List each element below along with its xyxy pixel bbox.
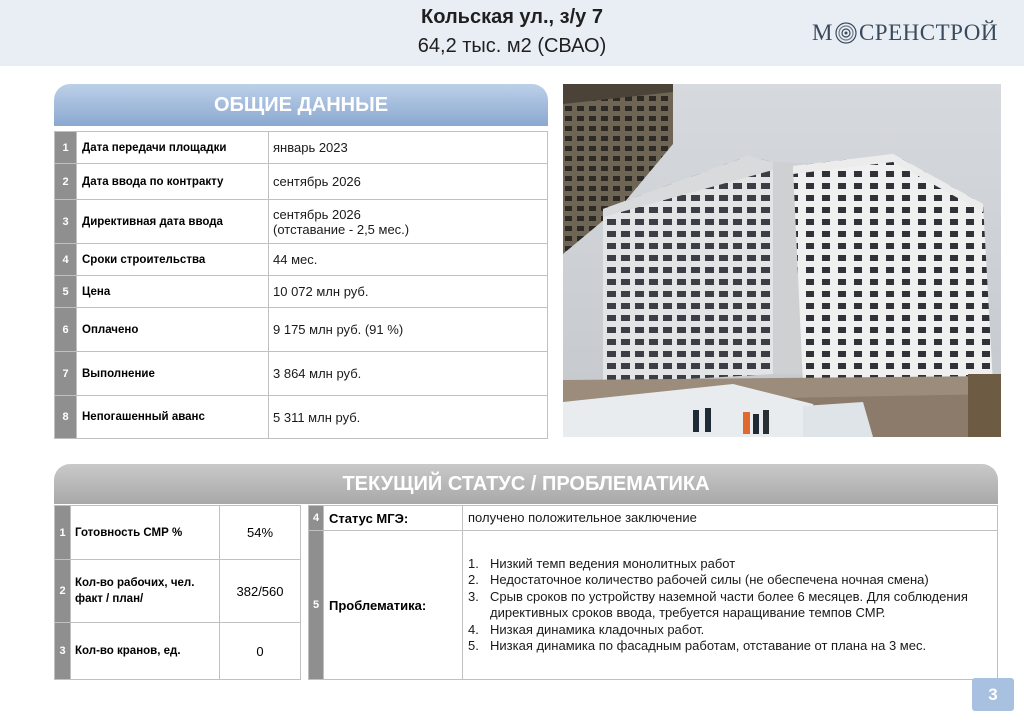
logo-spiral-icon xyxy=(834,21,858,45)
row-number: 5 xyxy=(55,276,77,308)
row-label: Непогашенный аванс xyxy=(77,396,269,439)
row-label: Дата ввода по контракту xyxy=(77,164,269,200)
row-number: 1 xyxy=(55,506,71,560)
list-item-number: 4. xyxy=(468,621,479,637)
table-row xyxy=(55,276,548,308)
table-row xyxy=(55,164,548,200)
row-value xyxy=(269,200,548,244)
row-label: Проблематика: xyxy=(324,531,463,680)
row-value: январь 2023 xyxy=(269,132,548,164)
list-item-text: Низкая динамика по фасадным работам, отставание от плана на 3 мес. xyxy=(490,638,927,653)
table-row xyxy=(55,560,301,623)
row-value: получено положительное заключение xyxy=(463,506,998,531)
row-value: 382/560 xyxy=(220,560,301,623)
row-value: 44 мес. xyxy=(269,244,548,276)
table-row xyxy=(55,506,301,560)
row-number: 7 xyxy=(55,352,77,396)
row-label: Кол-во рабочих, чел. факт / план/ xyxy=(71,560,220,623)
row-value: 10 072 млн руб. xyxy=(269,276,548,308)
list-item xyxy=(468,638,992,655)
row-value: 0 xyxy=(220,623,301,680)
company-logo xyxy=(812,17,1012,49)
table-row xyxy=(55,396,548,439)
building-photo xyxy=(563,84,1001,437)
list-item xyxy=(468,572,992,589)
list-item-number: 1. xyxy=(468,555,479,571)
table-row xyxy=(309,506,998,531)
list-item-number: 5. xyxy=(468,638,479,653)
problems-list-cell xyxy=(463,531,998,680)
list-item-number: 2. xyxy=(468,572,479,587)
table-row xyxy=(55,352,548,396)
row-number: 8 xyxy=(55,396,77,439)
list-item-text: Недостаточное количество рабочей силы (не обеспечена ночная смена) xyxy=(490,572,929,587)
row-number: 5 xyxy=(309,531,324,680)
row-number: 3 xyxy=(55,200,77,244)
list-item-text: Низкий темп ведения монолитных работ xyxy=(490,555,736,571)
row-value: 54% xyxy=(220,506,301,560)
row-number: 6 xyxy=(55,308,77,352)
status-metrics-table xyxy=(54,505,301,680)
row-label: Дата передачи площадки xyxy=(77,132,269,164)
row-value-note: (отставание - 2,5 мес.) xyxy=(273,221,410,237)
row-value: 9 175 млн руб. (91 %) xyxy=(269,308,548,352)
table-row xyxy=(55,244,548,276)
table-row xyxy=(55,308,548,352)
page-number-badge: 3 xyxy=(972,678,1014,711)
row-number: 3 xyxy=(55,623,71,680)
general-data-heading: ОБЩИЕ ДАННЫЕ xyxy=(54,84,548,126)
row-value: 3 864 млн руб. xyxy=(269,352,548,396)
general-data-table xyxy=(54,131,548,439)
row-value: сентябрь 2026 xyxy=(269,164,548,200)
row-label: Готовность СМР % xyxy=(71,506,220,560)
row-label: Оплачено xyxy=(77,308,269,352)
row-number: 1 xyxy=(55,132,77,164)
row-value: 5 311 млн руб. xyxy=(269,396,548,439)
list-item xyxy=(468,622,992,639)
table-row xyxy=(55,623,301,680)
row-number: 2 xyxy=(55,164,77,200)
table-row xyxy=(55,200,548,244)
page-subtitle: 64,2 тыс. м2 (СВАО) xyxy=(417,35,607,57)
logo-text-left: М xyxy=(812,20,833,45)
table-row xyxy=(309,531,998,680)
row-value-line: сентябрь 2026 xyxy=(273,206,361,222)
row-label: Выполнение xyxy=(77,352,269,396)
problems-list xyxy=(468,556,992,655)
list-item-text: Низкая динамика кладочных работ. xyxy=(490,621,705,637)
row-number: 4 xyxy=(55,244,77,276)
row-label: Статус МГЭ: xyxy=(324,506,463,531)
row-label: Директивная дата ввода xyxy=(77,200,269,244)
header-bar xyxy=(0,0,1024,66)
table-row xyxy=(55,132,548,164)
row-number: 2 xyxy=(55,560,71,623)
status-details-table xyxy=(308,505,998,680)
list-item xyxy=(468,556,992,573)
list-item-text: Срыв сроков по устройству наземной части более 6 месяцев. Для соблюдения директивных сроков ввода, требуется наращивание темпов СМР. xyxy=(490,588,968,620)
row-label: Сроки строительства xyxy=(77,244,269,276)
list-item xyxy=(468,589,992,622)
page-title: Кольская ул., з/у 7 xyxy=(421,6,603,28)
list-item-number: 3. xyxy=(468,588,479,604)
row-label: Кол-во кранов, ед. xyxy=(71,623,220,680)
row-label: Цена xyxy=(77,276,269,308)
status-heading: ТЕКУЩИЙ СТАТУС / ПРОБЛЕМАТИКА xyxy=(54,464,998,504)
row-number: 4 xyxy=(309,506,324,531)
logo-text-right: СРЕНСТРОЙ xyxy=(858,20,998,45)
